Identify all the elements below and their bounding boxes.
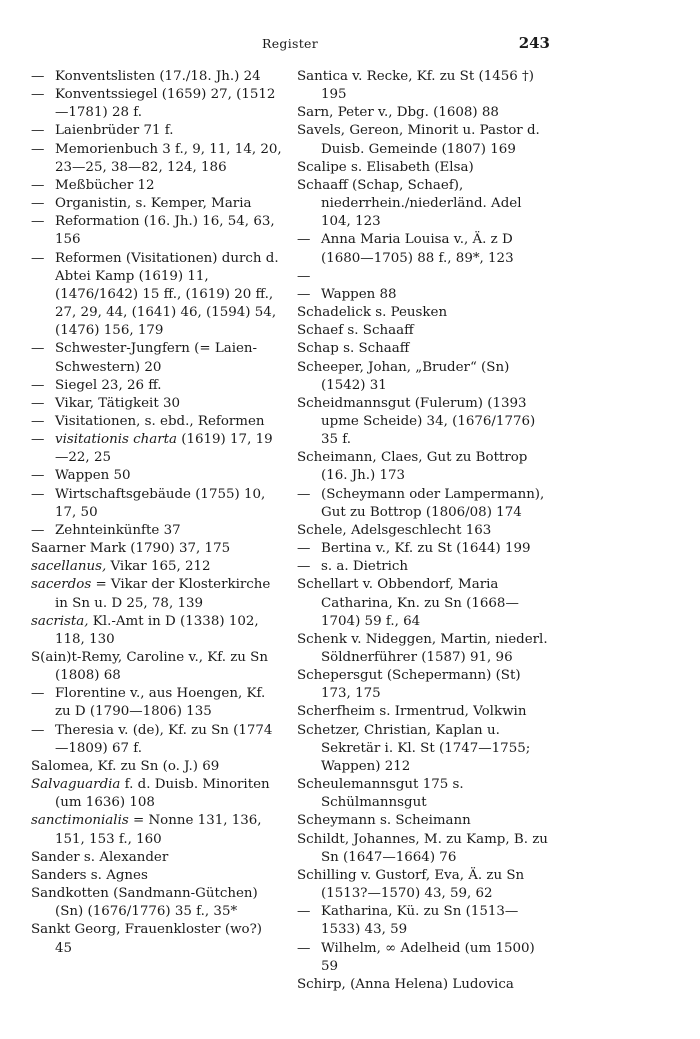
index-entry [297,722,551,776]
entry-text: Zehnteinkünfte 37 [55,522,181,538]
index-entry [31,195,283,213]
index-entry [297,340,551,358]
entry-text: Schepersgut (Schepermann) (St) 173, 175 [297,668,521,702]
entry-text: Schetzer, Christian, Kaplan u. Sekretär i. Kl. St (1747—1755; Wappen) 212 [297,722,531,774]
entry-text: Santica v. Recke, Kf. zu St (1456 †) 195 [297,69,534,103]
entry-term-italic: visitationis charta [55,432,177,448]
entry-dash: — [31,522,45,538]
index-entry [31,486,283,522]
entry-text: S(ain)t-Remy, Caroline v., Kf. zu Sn (1808) 68 [31,650,268,684]
entry-dash: — [31,722,45,738]
entry-text: Sandkotten (Sandmann-Gütchen) (Sn) (1676/1776) 35 f., 35* [31,886,258,920]
index-entry [297,231,551,267]
index-entry [297,522,551,540]
index-entry [297,359,551,395]
index-entry [31,141,283,177]
entry-text: s. a. Dietrich [321,559,409,575]
index-entry [31,177,283,195]
index-entry [31,413,283,431]
entry-text: Konventssiegel (1659) 27, (1512—1781) 28 f. [55,87,276,121]
entry-text: Scalipe s. Elisabeth (Elsa) [297,159,474,175]
index-entry [297,903,551,939]
page-header [30,34,550,54]
index-entry [297,68,551,104]
entry-text: Scheimann, Claes, Gut zu Bottrop (16. Jh.) 173 [297,450,528,484]
entry-text: Sankt Georg, Frauenkloster (wo?) 45 [31,922,262,956]
index-entry [31,649,283,685]
index-entry [31,86,283,122]
entry-text: Scherfheim s. Irmentrud, Volkwin [297,704,527,720]
index-entry [31,340,283,376]
index-entry [297,322,551,340]
entry-text: Memorienbuch 3 f., 9, 11, 14, 20, 23—25, 38—82, 124, 186 [55,141,282,175]
index-entry [297,667,551,703]
index-entry [31,431,283,467]
entry-dash: — [31,377,45,393]
entry-dash: — [297,904,311,920]
entry-text: Reformation (16. Jh.) 16, 54, 63, 156 [55,214,275,248]
entry-term-italic: sacerdos [31,577,92,593]
running-head: Register [261,36,319,51]
entry-dash: — [31,341,45,357]
index-entry [297,940,551,976]
index-entry [31,685,283,721]
index-entry [297,812,551,830]
entry-dash: — — [297,268,311,302]
entry-dash: — [297,486,311,502]
index-entry [297,558,551,576]
entry-dash: — [31,468,45,484]
index-entry [31,540,283,558]
index-entry [31,522,283,540]
index-entry [297,703,551,721]
entry-text: Siegel 23, 26 ff. [55,377,162,393]
entry-text: = Nonne 131, 136, 151, 153 f., 160 [55,813,262,847]
index-entry [31,395,283,413]
entry-text: Reformen (Visitationen) durch d. Abtei Kamp (1619) 11, (1476/1642) 15 ff., (1619) 20 ff., 27, 29, 44, (1641) 46, (1594) 54, (1476) 156, 179 [55,250,279,339]
entry-text: Schellart v. Obbendorf, Maria Catharina, Kn. zu Sn (1668—1704) 59 f., 64 [297,577,519,629]
entry-text: Schilling v. Gustorf, Eva, Ä. zu Sn (1513?—1570) 43, 59, 62 [297,867,525,902]
entry-term-italic: sacellanus, [31,559,107,575]
index-entry [31,613,283,649]
index-entry [31,722,283,758]
entry-dash: — [31,123,45,139]
entry-text: Vikar, Tätigkeit 30 [55,395,181,411]
entry-dash: — [31,214,45,230]
entry-dash: — [297,940,311,956]
entry-text: Sander s. Alexander [31,849,169,865]
entry-text: Schenk v. Nideggen, Martin, niederl. Söldnerführer (1587) 91, 96 [297,631,548,665]
entry-dash: — [31,250,45,266]
index-entry [297,449,551,485]
index-entry [31,776,283,812]
index-entry [297,976,551,994]
index-entry [31,812,283,848]
entry-text: Scheymann s. Scheimann [297,813,471,829]
index-entry [297,486,551,522]
entry-text: Schele, Adelsgeschlecht 163 [297,522,492,538]
entry-text: (1619) 17, 19—22, 25 [55,432,273,466]
index-entry [31,68,283,86]
entry-dash: — [31,395,45,411]
index-entry [297,104,551,122]
index-entry [31,467,283,485]
entry-dash: — [31,686,45,702]
entry-text: Visitationen, s. ebd., Reformen [55,413,265,429]
entry-text: Meßbücher 12 [55,177,155,193]
index-entry [297,776,551,812]
entry-term-italic: Salvaguardia [31,777,121,793]
entry-dash: — [31,432,45,448]
index-entry [297,831,551,867]
entry-dash: — [297,232,311,248]
entry-dash: — [31,413,45,429]
entry-text: Vikar 165, 212 [106,559,211,575]
index-entry [31,921,283,957]
index-entry [31,122,283,140]
entry-text: Konventslisten (17./18. Jh.) 24 [55,69,261,84]
entry-text: Wilhelm, ∞ Adelheid (um 1500) 59 [321,940,535,974]
entry-text: Sanders s. Agnes [31,867,148,883]
entry-text: Wappen 50 [55,468,131,484]
entry-text: Schildt, Johannes, M. zu Kamp, B. zu Sn (1647—1664) 76 [297,831,548,865]
index-entry [31,885,283,921]
index-column-left [31,68,283,958]
entry-text: Schap s. Schaaff [297,341,410,357]
index-entry [297,576,551,630]
entry-term-italic: sanctimonialis [31,813,129,829]
entry-text: Scheeper, Johan, „Bruder“ (Sn) (1542) 31 [297,359,510,393]
index-entry [297,122,551,158]
index-entry [297,177,551,231]
index-entry [297,631,551,667]
entry-text: Anna Maria Louisa v., Ä. z D (1680—1705) 88 f., 89*, 123 [321,232,514,266]
index-entry [31,213,283,249]
page-number: 243 [518,34,550,52]
entry-text: Laienbrüder 71 f. [55,123,174,139]
index-entry [297,159,551,177]
index-entry [31,558,283,576]
index-entry [31,758,283,776]
entry-text: Schadelick s. Peusken [297,305,448,321]
entry-text: Schirp, (Anna Helena) Ludovica [297,976,514,992]
entry-dash: — [297,541,311,557]
entry-text: Sarn, Peter v., Dbg. (1608) 88 [297,105,499,121]
entry-dash: — [31,141,45,157]
entry-text: Schwester-Jungfern (= Laien-Schwestern) 20 [55,341,258,375]
entry-text: = Vikar der Klosterkirche in Sn u. D 25, 78, 139 [55,577,271,611]
index-entry [297,540,551,558]
entry-text: Scheidmannsgut (Fulerum) (1393 upme Scheide) 34, (1676/1776) 35 f. [297,395,536,448]
entry-text: Savels, Gereon, Minorit u. Pastor d. Duisb. Gemeinde (1807) 169 [297,123,540,157]
entry-text: Katharina, Kü. zu Sn (1513—1533) 43, 59 [321,904,519,938]
index-column-right [297,68,551,994]
entry-text: Kl.-Amt in D (1338) 102, 118, 130 [55,613,259,647]
index-entry [297,395,551,449]
index-entry [31,576,283,612]
entry-text: Wappen 88 [321,286,397,302]
entry-text: Schaef s. Schaaff [297,323,414,339]
index-entry [31,250,283,341]
index-entry [31,377,283,395]
entry-text: f. d. Duisb. Minoriten (um 1636) 108 [55,777,270,811]
entry-dash: — [31,486,45,502]
entry-dash: — [31,69,45,84]
index-entry [31,867,283,885]
entry-dash: — [31,196,45,212]
entry-text: Theresia v. (de), Kf. zu Sn (1774—1809) 67 f. [55,722,273,756]
entry-text: Schaaff (Schap, Schaef), niederrhein./niederländ. Adel 104, 123 [297,177,522,230]
entry-text: Salomea, Kf. zu Sn (o. J.) 69 [31,758,220,774]
index-entry [297,304,551,322]
entry-dash: — [31,177,45,193]
index-entry [31,849,283,867]
entry-text: Scheulemannsgut 175 s. Schülmannsgut [297,777,464,811]
entry-dash: — [31,87,45,103]
entry-text: Saarner Mark (1790) 37, 175 [31,541,231,557]
entry-text: (Scheymann oder Lampermann), Gut zu Bottrop (1806/08) 174 [321,486,545,520]
entry-text: Florentine v., aus Hoengen, Kf. zu D (1790—1806) 135 [55,686,266,720]
entry-term-italic: sacrista, [31,613,89,629]
index-entry [297,268,551,304]
entry-dash: — [297,559,311,575]
entry-text: Organistin, s. Kemper, Maria [55,196,252,212]
entry-text: Wirtschaftsgebäude (1755) 10, 17, 50 [55,486,266,520]
index-entry [297,867,551,903]
entry-text: Bertina v., Kf. zu St (1644) 199 [321,541,531,557]
